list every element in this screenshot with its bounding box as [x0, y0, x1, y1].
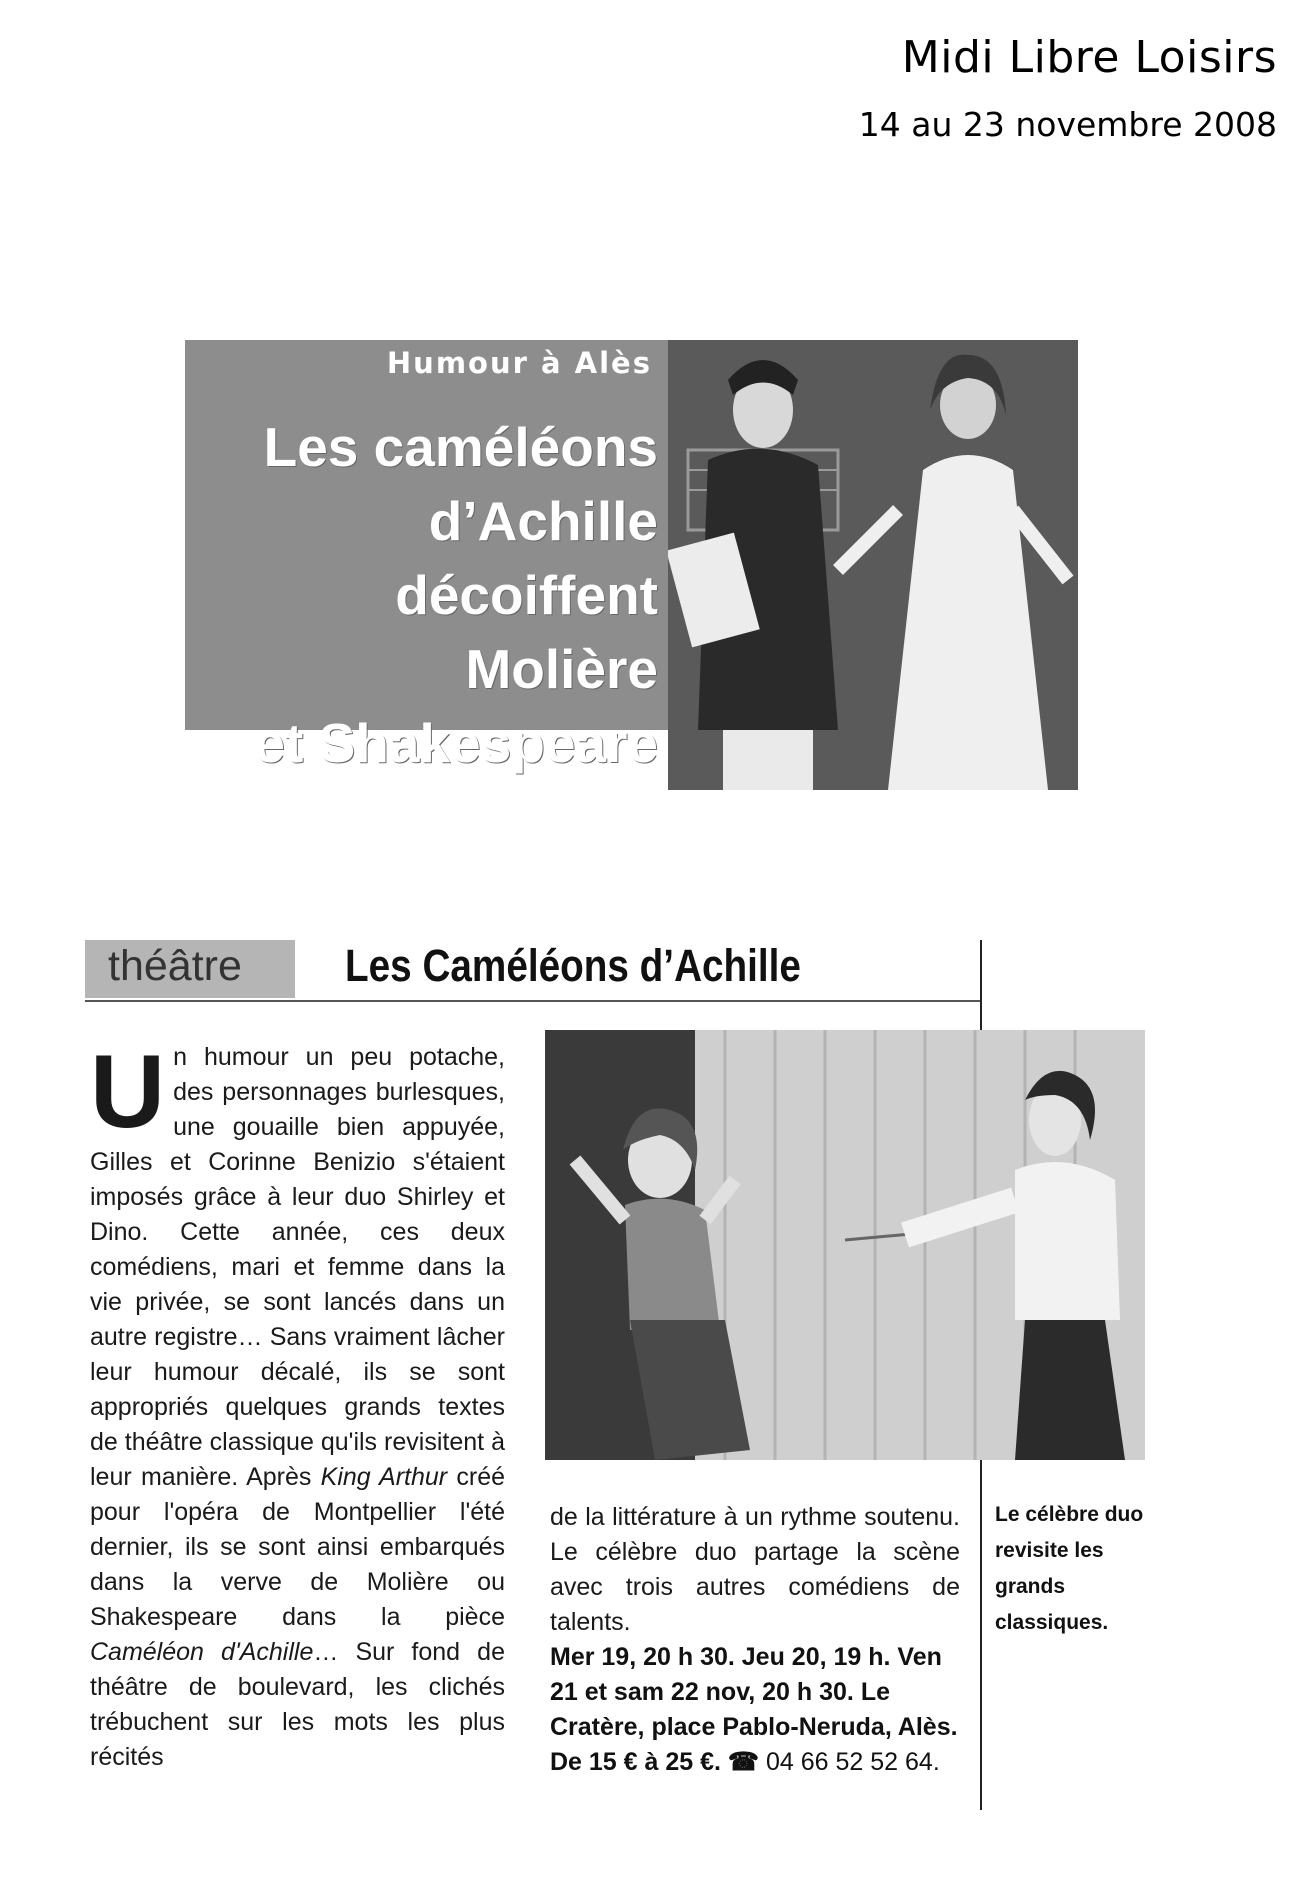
- article-title: Les Caméléons d’Achille: [345, 940, 801, 991]
- headline-line: décoiffent Molière: [395, 564, 658, 700]
- headline-line: d’Achille: [428, 490, 658, 552]
- event-info: [550, 1640, 960, 1780]
- headline-box: [185, 340, 670, 774]
- headline-line: et Shakespeare: [254, 712, 658, 774]
- title-rule: [85, 1000, 980, 1002]
- phone-icon: ☎: [727, 1748, 760, 1776]
- stage-photo-2: [545, 1030, 1145, 1460]
- kicker: Humour à Alès: [386, 346, 652, 380]
- article-body: [90, 1034, 505, 1775]
- italic-title-king-arthur: King Arthur: [320, 1463, 448, 1491]
- publication-date: 14 au 23 novembre 2008: [858, 105, 1277, 144]
- publication-title: Midi Libre Loisirs: [901, 32, 1277, 83]
- body-text-end: … Sur fond de théâtre de boulevard, les clichés trébuchent sur les mots les plus récités: [90, 1638, 505, 1771]
- actors-illustration-2: [545, 1030, 1145, 1460]
- italic-title-cameleon: Caméléon d'Achille: [90, 1638, 314, 1666]
- event-details: Mer 19, 20 h 30. Jeu 20, 19 h. Ven 21 et sam 22 nov, 20 h 30. Le Cratère, place Pablo-Neruda, Alès. De 15 € à 25 €.: [550, 1643, 958, 1776]
- stage-photo-1: [668, 340, 1078, 790]
- section-tag: théâtre: [108, 942, 242, 990]
- clipping1-headline: [188, 410, 658, 780]
- phone-number: 04 66 52 52 64.: [766, 1748, 940, 1776]
- drop-cap: U: [90, 1034, 166, 1150]
- actors-illustration-1: [668, 340, 1078, 790]
- body-text-mid: créé pour l'opéra de Montpellier l'été dernier, ils se sont ainsi embarqués dans la verve de Molière ou Shakespeare dans la pièce: [90, 1463, 505, 1631]
- article-body-col2: de la littérature à un rythme soutenu. Le célèbre duo partage la scène avec trois autres comédiens de talents.: [550, 1503, 960, 1636]
- headline-line: Les caméléons: [263, 416, 658, 478]
- body-text-start: n humour un peu potache, des personnages burlesques, une gouaille bien appuyée, Gilles et Corinne Benizio s'étaient imposés grâce à leur duo Shirley et Dino. Cette année, ces deux comédiens, mari et femme dans la vie privée, se sont lancés dans un autre registre… Sans vraiment lâcher leur humour décalé, ils se sont appropriés quelques grands textes de théâtre classique qu'ils revisitent à leur manière. Après: [90, 1043, 505, 1491]
- photo-caption: Le célèbre duo revisite les grands classiques.: [995, 1503, 1144, 1634]
